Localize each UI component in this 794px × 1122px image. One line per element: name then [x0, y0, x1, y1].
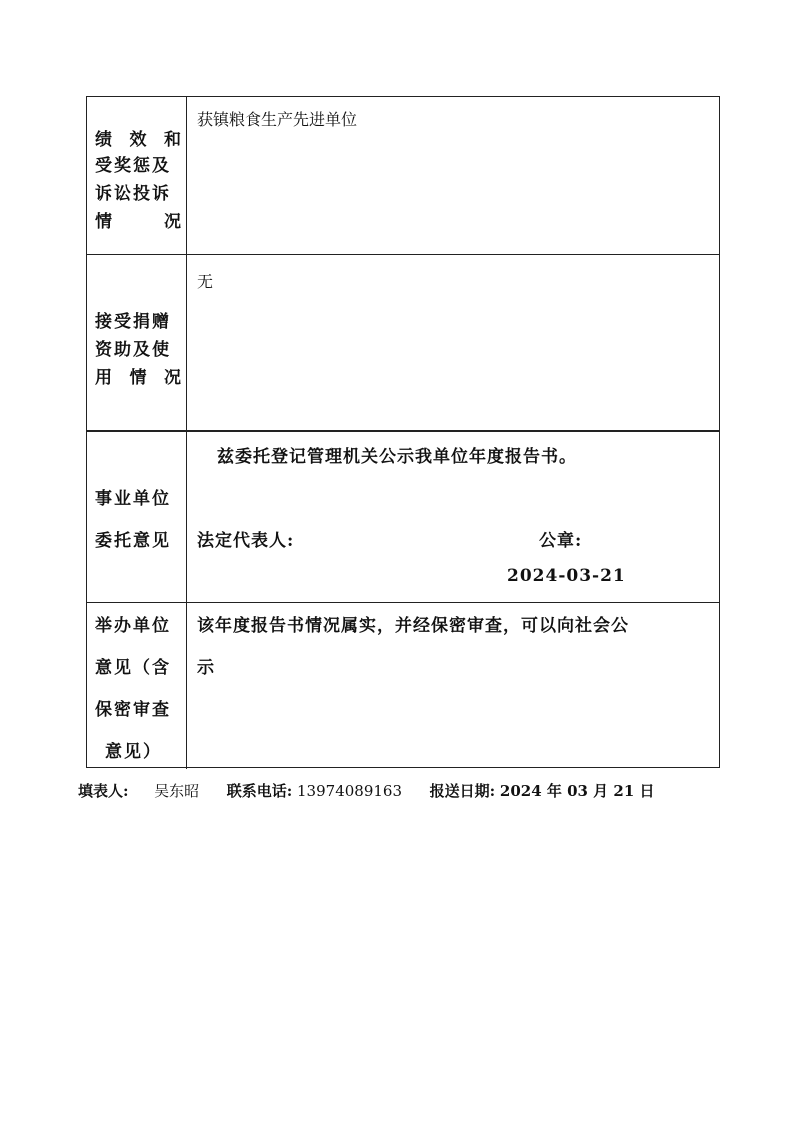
- entrustment-date: 2024-03-21: [507, 566, 626, 586]
- sponsor-opinion-row: [87, 603, 719, 769]
- label-line: 用 情 况: [95, 368, 181, 388]
- filler-name: 吴东昭: [154, 782, 200, 800]
- label-line: 资助及使: [95, 340, 171, 360]
- entrustment-content-cell: [187, 432, 719, 602]
- label-line: 绩 效 和: [95, 130, 181, 150]
- label-line: 接受捐赠: [95, 312, 171, 332]
- performance-awards-content-cell: [187, 97, 719, 254]
- performance-awards-value: 获镇粮食生产先进单位: [197, 110, 358, 129]
- donations-label-cell: [87, 255, 187, 430]
- seal-label: 公章:: [539, 531, 583, 551]
- label-line: 事业单位: [95, 489, 171, 509]
- entrustment-row: [87, 431, 719, 603]
- annual-report-form-table: [86, 96, 720, 768]
- label-line: 意见）: [105, 742, 162, 762]
- sponsor-opinion-content-cell: [187, 603, 719, 769]
- donations-value: 无: [197, 272, 214, 291]
- phone-label: 联系电话:: [226, 782, 293, 800]
- form-footer: [78, 780, 655, 801]
- label-line: 意见（含: [95, 658, 171, 678]
- donations-row: [87, 255, 719, 431]
- submit-date-label: 报送日期:: [429, 782, 496, 800]
- phone-value: 13974089163: [297, 782, 402, 800]
- label-line: 委托意见: [95, 531, 171, 551]
- label-line: 情 况: [95, 212, 181, 232]
- performance-awards-row: [87, 97, 719, 255]
- entrustment-label-cell: [87, 432, 187, 602]
- legal-representative-label: 法定代表人:: [197, 531, 295, 551]
- label-line: 举办单位: [95, 616, 171, 636]
- filler-label: 填表人:: [78, 782, 129, 800]
- entrustment-statement: 兹委托登记管理机关公示我单位年度报告书。: [217, 447, 577, 467]
- performance-awards-label-cell: [87, 97, 187, 254]
- label-line: 受奖惩及: [95, 156, 171, 176]
- label-line: 保密审查: [95, 700, 171, 720]
- donations-content-cell: [187, 255, 719, 430]
- sponsor-opinion-line-1: 该年度报告书情况属实，并经保密审查，可以向社会公: [197, 616, 629, 636]
- submit-date-value: 2024 年 03 月 21 日: [499, 782, 655, 800]
- label-line: 诉讼投诉: [95, 184, 171, 204]
- sponsor-opinion-label-cell: [87, 603, 187, 769]
- sponsor-opinion-line-2: 示: [197, 658, 215, 678]
